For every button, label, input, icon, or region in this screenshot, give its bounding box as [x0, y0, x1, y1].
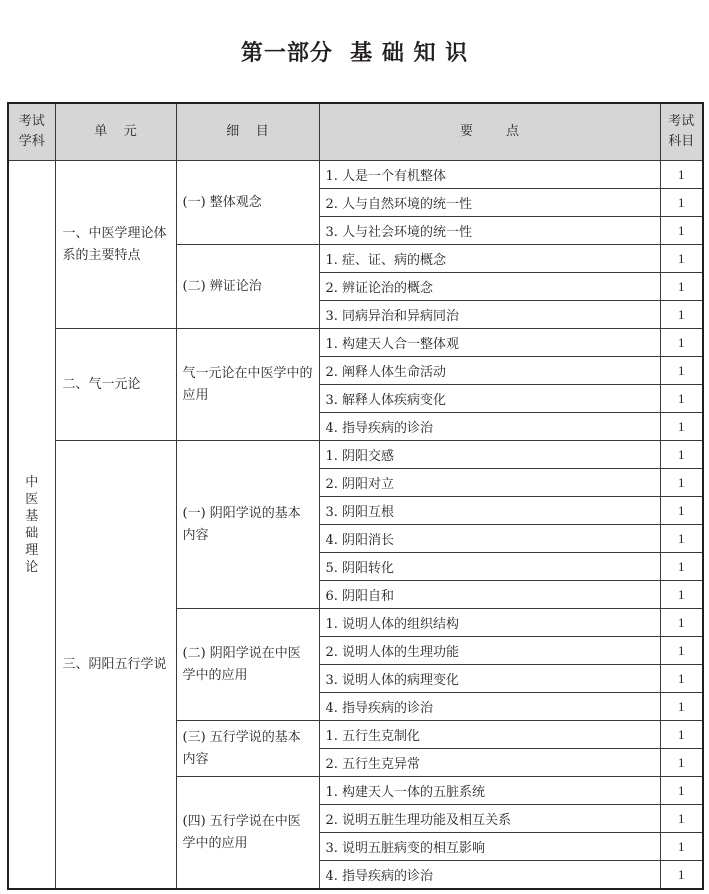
table-header-row	[8, 103, 703, 161]
point-cell: 6. 阴阳自和	[319, 581, 660, 609]
point-cell: 4. 指导疾病的诊治	[319, 693, 660, 721]
detail-cell: (二) 阴阳学说在中医学中的应用	[176, 609, 319, 721]
exam-cell: 1	[660, 469, 703, 497]
exam-cell: 1	[660, 693, 703, 721]
exam-cell: 1	[660, 777, 703, 805]
subject-label: 中医基础理论	[25, 474, 39, 575]
point-cell: 1. 人是一个有机整体	[319, 161, 660, 189]
detail-cell: (一) 整体观念	[176, 161, 319, 245]
table-row	[8, 161, 703, 189]
page-title: 第一部分 基 础 知 识	[240, 41, 469, 66]
exam-cell: 1	[660, 581, 703, 609]
point-cell: 3. 说明人体的病理变化	[319, 665, 660, 693]
point-cell: 1. 构建天人一体的五脏系统	[319, 777, 660, 805]
exam-cell: 1	[660, 749, 703, 777]
unit-cell: 二、气一元论	[55, 329, 176, 441]
exam-cell: 1	[660, 637, 703, 665]
point-cell: 3. 说明五脏病变的相互影响	[319, 833, 660, 861]
exam-cell: 1	[660, 525, 703, 553]
detail-cell: (四) 五行学说在中医学中的应用	[176, 777, 319, 890]
point-cell: 1. 五行生克制化	[319, 721, 660, 749]
unit-cell: 一、中医学理论体系的主要特点	[55, 161, 176, 329]
header-subject: 考试 学科	[8, 103, 55, 161]
point-cell: 3. 人与社会环境的统一性	[319, 217, 660, 245]
exam-cell: 1	[660, 273, 703, 301]
detail-cell: 气一元论在中医学中的应用	[176, 329, 319, 441]
exam-cell: 1	[660, 609, 703, 637]
point-cell: 3. 阴阳互根	[319, 497, 660, 525]
subject-cell	[8, 161, 55, 890]
unit-cell: 三、阴阳五行学说	[55, 441, 176, 890]
point-cell: 2. 说明人体的生理功能	[319, 637, 660, 665]
exam-cell: 1	[660, 833, 703, 861]
exam-cell: 1	[660, 301, 703, 329]
exam-cell: 1	[660, 553, 703, 581]
header-unit: 单 元	[55, 103, 176, 161]
header-point: 要 点	[319, 103, 660, 161]
table-row	[8, 441, 703, 469]
exam-cell: 1	[660, 161, 703, 189]
point-cell: 3. 解释人体疾病变化	[319, 385, 660, 413]
header-exam: 考试 科目	[660, 103, 703, 161]
exam-cell: 1	[660, 497, 703, 525]
point-cell: 3. 同病异治和异病同治	[319, 301, 660, 329]
syllabus-table	[7, 102, 704, 890]
point-cell: 1. 构建天人合一整体观	[319, 329, 660, 357]
point-cell: 1. 症、证、病的概念	[319, 245, 660, 273]
exam-cell: 1	[660, 385, 703, 413]
point-cell: 4. 指导疾病的诊治	[319, 861, 660, 890]
table-row	[8, 329, 703, 357]
point-cell: 2. 说明五脏生理功能及相互关系	[319, 805, 660, 833]
point-cell: 1. 阴阳交感	[319, 441, 660, 469]
exam-cell: 1	[660, 413, 703, 441]
detail-cell: (三) 五行学说的基本内容	[176, 721, 319, 777]
point-cell: 5. 阴阳转化	[319, 553, 660, 581]
exam-cell: 1	[660, 189, 703, 217]
point-cell: 2. 人与自然环境的统一性	[319, 189, 660, 217]
detail-cell: (一) 阴阳学说的基本内容	[176, 441, 319, 609]
exam-cell: 1	[660, 357, 703, 385]
table-body	[8, 161, 703, 890]
exam-cell: 1	[660, 861, 703, 890]
point-cell: 4. 阴阳消长	[319, 525, 660, 553]
exam-cell: 1	[660, 217, 703, 245]
point-cell: 2. 阐释人体生命活动	[319, 357, 660, 385]
point-cell: 1. 说明人体的组织结构	[319, 609, 660, 637]
exam-cell: 1	[660, 441, 703, 469]
point-cell: 2. 五行生克异常	[319, 749, 660, 777]
exam-cell: 1	[660, 245, 703, 273]
header-detail: 细 目	[176, 103, 319, 161]
point-cell: 2. 辨证论治的概念	[319, 273, 660, 301]
detail-cell: (二) 辨证论治	[176, 245, 319, 329]
point-cell: 2. 阴阳对立	[319, 469, 660, 497]
exam-cell: 1	[660, 329, 703, 357]
exam-cell: 1	[660, 665, 703, 693]
point-cell: 4. 指导疾病的诊治	[319, 413, 660, 441]
exam-cell: 1	[660, 805, 703, 833]
exam-cell: 1	[660, 721, 703, 749]
